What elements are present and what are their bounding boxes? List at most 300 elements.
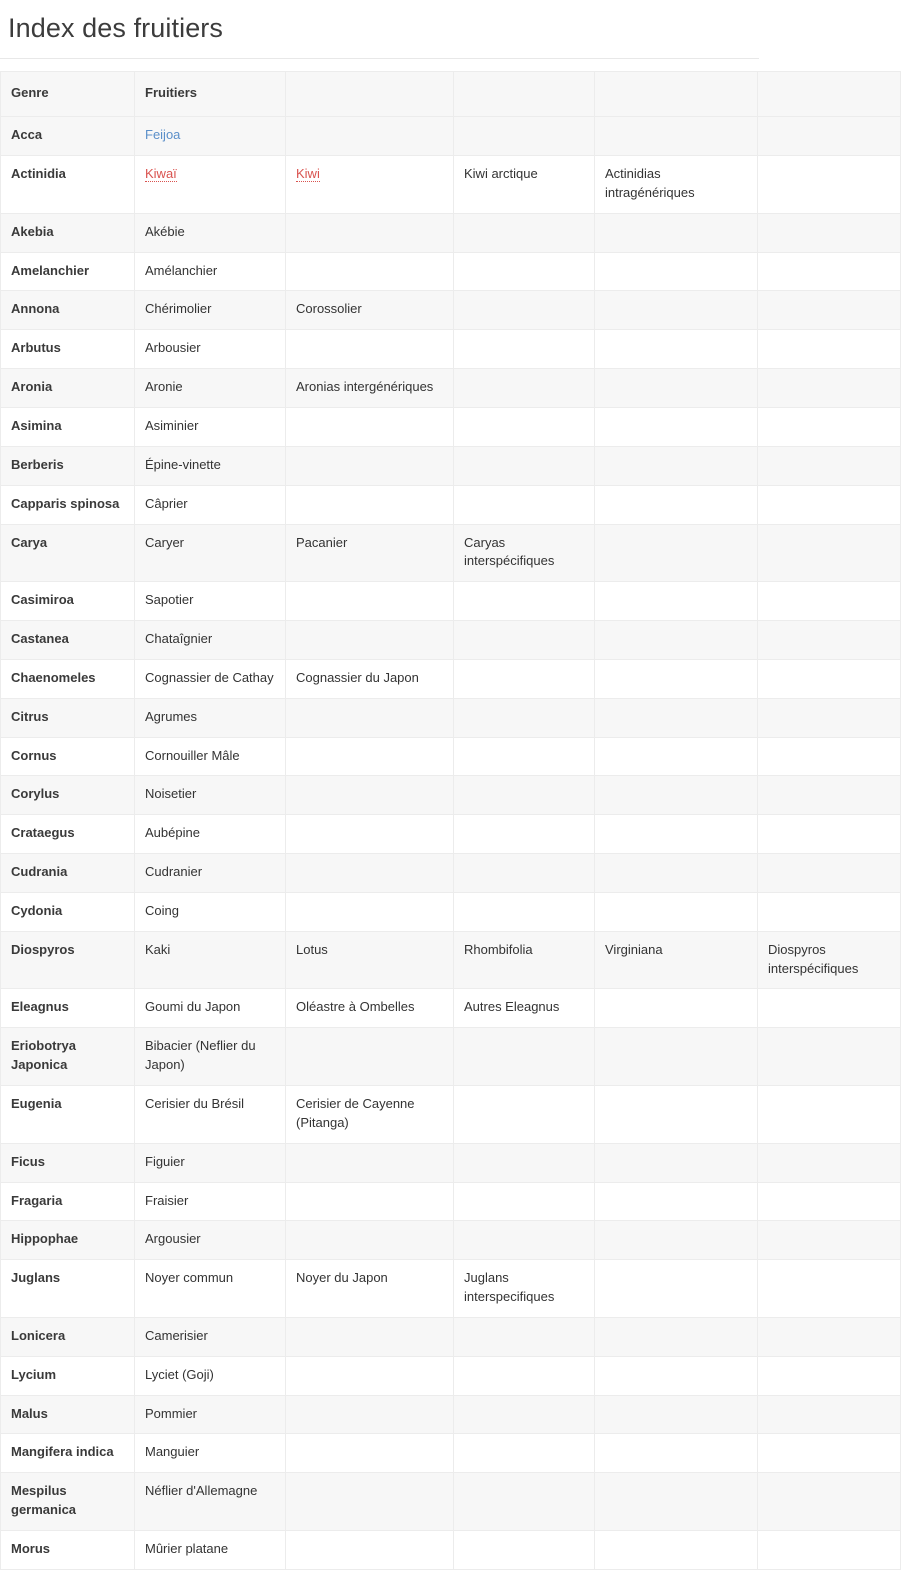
cell-genre: Morus bbox=[1, 1530, 135, 1569]
cell-genre: Berberis bbox=[1, 446, 135, 485]
cell-fruitier bbox=[135, 737, 286, 776]
cell-fruitier bbox=[135, 698, 286, 737]
cell-fruitier bbox=[454, 524, 595, 582]
cell-empty bbox=[595, 1530, 758, 1569]
cell-fruitier bbox=[135, 117, 286, 156]
cell-empty bbox=[454, 117, 595, 156]
fruitier-link[interactable]: Feijoa bbox=[145, 127, 181, 143]
cell-empty bbox=[758, 407, 901, 446]
cell-fruitier bbox=[454, 989, 595, 1028]
table-row bbox=[1, 1086, 901, 1144]
column-header-fruitiers: Fruitiers bbox=[135, 72, 286, 117]
cell-fruitier bbox=[286, 989, 454, 1028]
cell-empty bbox=[286, 892, 454, 931]
cell-empty bbox=[286, 1395, 454, 1434]
cell-empty bbox=[758, 989, 901, 1028]
fruitier-label: Cornouiller Mâle bbox=[145, 747, 240, 763]
table-row bbox=[1, 330, 901, 369]
cell-empty bbox=[595, 1434, 758, 1473]
cell-empty bbox=[758, 1182, 901, 1221]
cell-fruitier bbox=[135, 815, 286, 854]
cell-genre: Eriobotrya Japonica bbox=[1, 1028, 135, 1086]
cell-genre: Carya bbox=[1, 524, 135, 582]
cell-empty bbox=[454, 815, 595, 854]
table-row bbox=[1, 582, 901, 621]
cell-empty bbox=[595, 1182, 758, 1221]
table-row bbox=[1, 1182, 901, 1221]
cell-genre: Diospyros bbox=[1, 931, 135, 989]
fruitier-label: Diospyros interspécifiques bbox=[768, 941, 859, 976]
cell-empty bbox=[454, 854, 595, 893]
fruitier-label: Fraisier bbox=[145, 1192, 189, 1208]
cell-fruitier bbox=[135, 330, 286, 369]
cell-fruitier bbox=[135, 252, 286, 291]
cell-empty bbox=[454, 213, 595, 252]
cell-fruitier bbox=[135, 213, 286, 252]
cell-fruitier bbox=[286, 291, 454, 330]
fruitier-label: Oléastre à Ombelles bbox=[296, 999, 415, 1015]
cell-fruitier bbox=[758, 931, 901, 989]
column-header-5 bbox=[595, 72, 758, 117]
fruitier-label: Caryer bbox=[145, 534, 185, 550]
table-row bbox=[1, 854, 901, 893]
cell-empty bbox=[595, 213, 758, 252]
cell-fruitier bbox=[135, 659, 286, 698]
cell-fruitier bbox=[135, 582, 286, 621]
cell-empty bbox=[758, 698, 901, 737]
cell-genre: Eleagnus bbox=[1, 989, 135, 1028]
fruitier-label: Corossolier bbox=[296, 301, 362, 317]
cell-genre: Asimina bbox=[1, 407, 135, 446]
table-row bbox=[1, 1473, 901, 1531]
cell-empty bbox=[758, 1473, 901, 1531]
cell-empty bbox=[454, 1028, 595, 1086]
cell-empty bbox=[758, 1356, 901, 1395]
table-row bbox=[1, 1530, 901, 1569]
cell-empty bbox=[758, 737, 901, 776]
cell-empty bbox=[286, 776, 454, 815]
table-row bbox=[1, 291, 901, 330]
table-row bbox=[1, 1221, 901, 1260]
fruitier-label: Noisetier bbox=[145, 786, 197, 802]
table-row bbox=[1, 446, 901, 485]
cell-empty bbox=[758, 1317, 901, 1356]
fruitier-label: Noyer du Japon bbox=[296, 1270, 388, 1286]
fruitier-label: Rhombifolia bbox=[464, 941, 533, 957]
fruitier-label: Noyer commun bbox=[145, 1270, 234, 1286]
cell-fruitier bbox=[135, 1143, 286, 1182]
fruitier-label: Bibacier (Neflier du Japon) bbox=[145, 1038, 256, 1073]
cell-genre: Lonicera bbox=[1, 1317, 135, 1356]
title-divider bbox=[0, 58, 759, 59]
cell-fruitier bbox=[135, 446, 286, 485]
table-row bbox=[1, 1395, 901, 1434]
cell-empty bbox=[286, 1182, 454, 1221]
cell-genre: Arbutus bbox=[1, 330, 135, 369]
cell-empty bbox=[595, 854, 758, 893]
cell-fruitier bbox=[135, 776, 286, 815]
cell-empty bbox=[758, 621, 901, 660]
fruitier-label: Argousier bbox=[145, 1231, 201, 1247]
table-row bbox=[1, 1028, 901, 1086]
fruitier-label: Aubépine bbox=[145, 825, 200, 841]
table-row bbox=[1, 252, 901, 291]
fruitier-label: Camerisier bbox=[145, 1327, 208, 1343]
cell-empty bbox=[286, 1530, 454, 1569]
fruitier-label: Cudranier bbox=[145, 864, 203, 880]
cell-empty bbox=[286, 1143, 454, 1182]
cell-genre: Ficus bbox=[1, 1143, 135, 1182]
cell-empty bbox=[758, 1434, 901, 1473]
cell-genre: Eugenia bbox=[1, 1086, 135, 1144]
cell-empty bbox=[758, 1221, 901, 1260]
fruitier-label: Aronie bbox=[145, 379, 183, 395]
fruitier-label: Lotus bbox=[296, 941, 328, 957]
cell-empty bbox=[595, 291, 758, 330]
fruitier-label: Cerisier de Cayenne (Pitanga) bbox=[296, 1096, 415, 1130]
fruit-index-table bbox=[0, 71, 901, 1569]
cell-empty bbox=[454, 1086, 595, 1144]
cell-empty bbox=[758, 252, 901, 291]
cell-empty bbox=[758, 776, 901, 815]
cell-empty bbox=[454, 1395, 595, 1434]
cell-empty bbox=[454, 1182, 595, 1221]
cell-empty bbox=[454, 776, 595, 815]
fruitier-label: Câprier bbox=[145, 495, 188, 511]
cell-empty bbox=[286, 1028, 454, 1086]
table-row bbox=[1, 737, 901, 776]
cell-genre: Mangifera indica bbox=[1, 1434, 135, 1473]
cell-empty bbox=[286, 252, 454, 291]
fruitier-label: Arbousier bbox=[145, 340, 201, 356]
cell-fruitier bbox=[135, 1434, 286, 1473]
cell-fruitier bbox=[286, 369, 454, 408]
fruitier-label: Autres Eleagnus bbox=[464, 999, 560, 1015]
cell-fruitier bbox=[135, 1260, 286, 1318]
cell-empty bbox=[286, 213, 454, 252]
column-header-4 bbox=[454, 72, 595, 117]
cell-empty bbox=[595, 582, 758, 621]
cell-genre: Chaenomeles bbox=[1, 659, 135, 698]
cell-empty bbox=[595, 621, 758, 660]
cell-empty bbox=[595, 252, 758, 291]
cell-fruitier bbox=[135, 892, 286, 931]
cell-genre: Aronia bbox=[1, 369, 135, 408]
cell-empty bbox=[286, 446, 454, 485]
cell-empty bbox=[454, 737, 595, 776]
cell-genre: Amelanchier bbox=[1, 252, 135, 291]
table-row bbox=[1, 485, 901, 524]
cell-fruitier bbox=[595, 156, 758, 214]
cell-empty bbox=[595, 659, 758, 698]
cell-empty bbox=[454, 1143, 595, 1182]
cell-empty bbox=[758, 213, 901, 252]
cell-genre: Acca bbox=[1, 117, 135, 156]
cell-empty bbox=[595, 1260, 758, 1318]
table-scroll-container[interactable] bbox=[0, 71, 859, 1569]
fruitier-label: Juglans interspecifiques bbox=[464, 1270, 555, 1305]
cell-genre: Crataegus bbox=[1, 815, 135, 854]
cell-empty bbox=[595, 407, 758, 446]
fruitier-label: Amélanchier bbox=[145, 262, 218, 278]
cell-empty bbox=[286, 815, 454, 854]
fruitier-label: Cognassier de Cathay bbox=[145, 669, 274, 685]
fruitier-label: Mûrier platane bbox=[145, 1540, 229, 1556]
fruitier-label: Virginiana bbox=[605, 941, 663, 957]
table-header bbox=[1, 72, 901, 117]
cell-empty bbox=[595, 330, 758, 369]
fruitier-link[interactable]: Kiwaï bbox=[145, 166, 177, 182]
cell-empty bbox=[454, 330, 595, 369]
cell-empty bbox=[758, 369, 901, 408]
cell-fruitier bbox=[135, 1317, 286, 1356]
cell-empty bbox=[595, 698, 758, 737]
column-header-genre: Genre bbox=[1, 72, 135, 117]
fruitier-label: Cognassier du Japon bbox=[296, 669, 419, 685]
cell-empty bbox=[454, 291, 595, 330]
table-row bbox=[1, 621, 901, 660]
cell-empty bbox=[595, 989, 758, 1028]
cell-fruitier bbox=[454, 1260, 595, 1318]
cell-empty bbox=[454, 252, 595, 291]
cell-fruitier bbox=[454, 931, 595, 989]
fruitier-label: Goumi du Japon bbox=[145, 999, 241, 1015]
cell-empty bbox=[454, 892, 595, 931]
cell-empty bbox=[454, 1530, 595, 1569]
cell-fruitier bbox=[135, 1473, 286, 1531]
column-header-3 bbox=[286, 72, 454, 117]
cell-empty bbox=[286, 330, 454, 369]
cell-empty bbox=[595, 1143, 758, 1182]
cell-genre: Fragaria bbox=[1, 1182, 135, 1221]
fruitier-label: Akébie bbox=[145, 223, 185, 239]
cell-empty bbox=[758, 815, 901, 854]
cell-genre: Corylus bbox=[1, 776, 135, 815]
cell-empty bbox=[595, 1317, 758, 1356]
cell-empty bbox=[758, 485, 901, 524]
cell-empty bbox=[758, 1143, 901, 1182]
cell-fruitier bbox=[286, 1086, 454, 1144]
cell-empty bbox=[454, 446, 595, 485]
cell-genre: Cornus bbox=[1, 737, 135, 776]
cell-fruitier bbox=[454, 156, 595, 214]
table-row bbox=[1, 1317, 901, 1356]
cell-empty bbox=[758, 582, 901, 621]
cell-empty bbox=[595, 446, 758, 485]
cell-genre: Castanea bbox=[1, 621, 135, 660]
cell-empty bbox=[454, 1473, 595, 1531]
fruitier-label: Pommier bbox=[145, 1405, 198, 1421]
cell-empty bbox=[758, 1086, 901, 1144]
cell-empty bbox=[286, 737, 454, 776]
cell-genre: Casimiroa bbox=[1, 582, 135, 621]
fruitier-label: Asiminier bbox=[145, 417, 199, 433]
cell-empty bbox=[758, 659, 901, 698]
table-row bbox=[1, 524, 901, 582]
cell-fruitier bbox=[286, 1260, 454, 1318]
cell-empty bbox=[758, 156, 901, 214]
cell-empty bbox=[595, 737, 758, 776]
cell-empty bbox=[286, 621, 454, 660]
cell-genre: Cydonia bbox=[1, 892, 135, 931]
fruitier-label: Chataîgnier bbox=[145, 631, 213, 647]
cell-empty bbox=[758, 524, 901, 582]
cell-empty bbox=[454, 582, 595, 621]
cell-fruitier bbox=[135, 1028, 286, 1086]
table-row bbox=[1, 117, 901, 156]
cell-fruitier bbox=[135, 1086, 286, 1144]
cell-empty bbox=[758, 892, 901, 931]
table-row bbox=[1, 156, 901, 214]
cell-empty bbox=[595, 1086, 758, 1144]
cell-empty bbox=[454, 1356, 595, 1395]
table-row bbox=[1, 1434, 901, 1473]
cell-empty bbox=[758, 1395, 901, 1434]
table-row bbox=[1, 931, 901, 989]
fruitier-label: Pacanier bbox=[296, 534, 348, 550]
cell-empty bbox=[286, 485, 454, 524]
fruitier-label: Chérimolier bbox=[145, 301, 212, 317]
cell-empty bbox=[758, 854, 901, 893]
table-row bbox=[1, 407, 901, 446]
table-header-row bbox=[1, 72, 901, 117]
cell-empty bbox=[595, 1356, 758, 1395]
table-row bbox=[1, 892, 901, 931]
cell-empty bbox=[595, 117, 758, 156]
cell-empty bbox=[454, 621, 595, 660]
cell-empty bbox=[286, 582, 454, 621]
cell-empty bbox=[454, 1221, 595, 1260]
cell-empty bbox=[595, 369, 758, 408]
fruitier-label: Coing bbox=[145, 902, 179, 918]
cell-genre: Capparis spinosa bbox=[1, 485, 135, 524]
cell-empty bbox=[595, 1028, 758, 1086]
cell-genre: Citrus bbox=[1, 698, 135, 737]
cell-fruitier bbox=[135, 989, 286, 1028]
cell-genre: Juglans bbox=[1, 1260, 135, 1318]
cell-genre: Actinidia bbox=[1, 156, 135, 214]
cell-empty bbox=[286, 1221, 454, 1260]
cell-fruitier bbox=[135, 156, 286, 214]
cell-empty bbox=[758, 117, 901, 156]
cell-fruitier bbox=[286, 659, 454, 698]
fruitier-label: Épine-vinette bbox=[145, 456, 221, 472]
cell-fruitier bbox=[135, 407, 286, 446]
table-row bbox=[1, 776, 901, 815]
cell-empty bbox=[454, 369, 595, 408]
cell-fruitier bbox=[135, 1356, 286, 1395]
fruitier-label: Lyciet (Goji) bbox=[145, 1366, 214, 1382]
cell-fruitier bbox=[595, 931, 758, 989]
fruitier-label: Aronias intergénériques bbox=[296, 379, 434, 395]
cell-empty bbox=[758, 1028, 901, 1086]
cell-fruitier bbox=[135, 1530, 286, 1569]
cell-fruitier bbox=[286, 524, 454, 582]
cell-fruitier bbox=[135, 931, 286, 989]
cell-fruitier bbox=[286, 156, 454, 214]
cell-empty bbox=[758, 1530, 901, 1569]
cell-fruitier bbox=[135, 854, 286, 893]
cell-empty bbox=[595, 1221, 758, 1260]
cell-fruitier bbox=[135, 1182, 286, 1221]
table-row bbox=[1, 1356, 901, 1395]
cell-fruitier bbox=[135, 1395, 286, 1434]
cell-empty bbox=[286, 1434, 454, 1473]
cell-empty bbox=[595, 892, 758, 931]
cell-empty bbox=[758, 446, 901, 485]
cell-empty bbox=[454, 1434, 595, 1473]
page-title: Index des fruitiers bbox=[8, 13, 223, 43]
fruitier-label: Kiwi arctique bbox=[464, 166, 538, 182]
fruitier-label: Caryas interspécifiques bbox=[464, 534, 555, 569]
cell-empty bbox=[454, 407, 595, 446]
cell-empty bbox=[758, 1260, 901, 1318]
cell-fruitier bbox=[135, 621, 286, 660]
table-row bbox=[1, 1260, 901, 1318]
table-row bbox=[1, 989, 901, 1028]
cell-fruitier bbox=[135, 485, 286, 524]
fruitier-label: Manguier bbox=[145, 1444, 200, 1460]
cell-empty bbox=[286, 1356, 454, 1395]
table-row bbox=[1, 815, 901, 854]
fruitier-label: Agrumes bbox=[145, 708, 198, 724]
table-row bbox=[1, 698, 901, 737]
cell-empty bbox=[758, 330, 901, 369]
cell-genre: Hippophae bbox=[1, 1221, 135, 1260]
cell-fruitier bbox=[135, 369, 286, 408]
cell-genre: Cudrania bbox=[1, 854, 135, 893]
cell-empty bbox=[454, 1317, 595, 1356]
fruitier-label: Actinidias intragénériques bbox=[605, 166, 695, 200]
cell-genre: Akebia bbox=[1, 213, 135, 252]
cell-empty bbox=[595, 524, 758, 582]
cell-empty bbox=[286, 1473, 454, 1531]
table-row bbox=[1, 659, 901, 698]
cell-fruitier bbox=[135, 291, 286, 330]
cell-empty bbox=[595, 776, 758, 815]
cell-empty bbox=[454, 485, 595, 524]
cell-empty bbox=[595, 1473, 758, 1531]
cell-empty bbox=[758, 291, 901, 330]
fruitier-label: Cerisier du Brésil bbox=[145, 1096, 244, 1112]
cell-empty bbox=[286, 1317, 454, 1356]
cell-empty bbox=[286, 698, 454, 737]
cell-genre: Mespilus germanica bbox=[1, 1473, 135, 1531]
fruitier-label: Néflier d'Allemagne bbox=[145, 1483, 258, 1499]
fruitier-label: Kaki bbox=[145, 941, 171, 957]
cell-genre: Lycium bbox=[1, 1356, 135, 1395]
cell-empty bbox=[595, 815, 758, 854]
cell-fruitier bbox=[135, 1221, 286, 1260]
cell-fruitier bbox=[286, 931, 454, 989]
cell-empty bbox=[454, 698, 595, 737]
table-row bbox=[1, 1143, 901, 1182]
cell-empty bbox=[454, 659, 595, 698]
fruitier-link[interactable]: Kiwi bbox=[296, 166, 320, 182]
cell-genre: Malus bbox=[1, 1395, 135, 1434]
table-row bbox=[1, 369, 901, 408]
fruitier-label: Figuier bbox=[145, 1153, 185, 1169]
fruitier-label: Sapotier bbox=[145, 592, 194, 608]
cell-fruitier bbox=[135, 524, 286, 582]
column-header-6 bbox=[758, 72, 901, 117]
cell-empty bbox=[286, 854, 454, 893]
cell-empty bbox=[595, 1395, 758, 1434]
cell-empty bbox=[595, 485, 758, 524]
table-row bbox=[1, 213, 901, 252]
cell-empty bbox=[286, 407, 454, 446]
cell-genre: Annona bbox=[1, 291, 135, 330]
